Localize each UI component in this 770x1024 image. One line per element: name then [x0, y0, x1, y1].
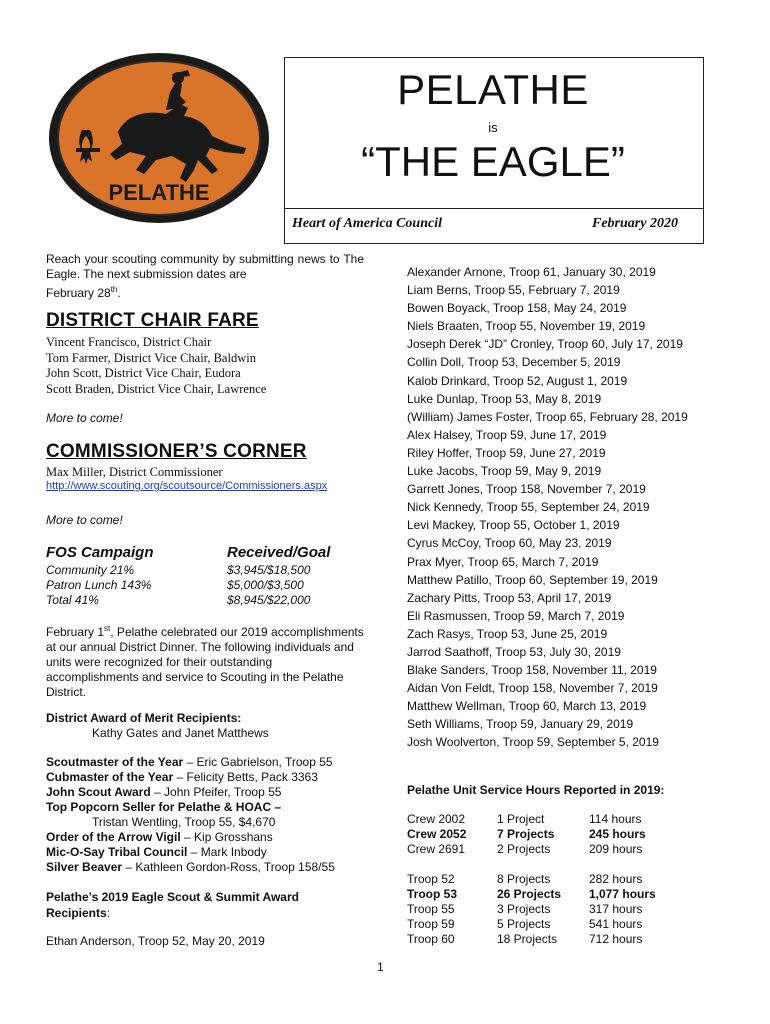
commissioner-link[interactable]: http://www.scouting.org/scoutsource/Commissioners.aspx: [46, 480, 328, 492]
newsletter-subtitle: “THE EAGLE”: [361, 138, 625, 185]
eagle-scout-entry: (William) James Foster, Troop 65, February 28, 2019: [407, 409, 688, 424]
troop-hours: [589, 872, 656, 947]
eagle-scout-entry: Alex Halsey, Troop 59, June 17, 2019: [407, 427, 607, 442]
troop-hours: 1,077 hours: [589, 887, 656, 901]
chair-member: John Scott, District Vice Chair, Eudora: [46, 366, 241, 380]
troop-hours: 282 hours: [589, 872, 643, 886]
intro-date: February 28: [46, 286, 111, 300]
eagle-scout-entry: Nick Kennedy, Troop 55, September 24, 2019: [407, 500, 650, 515]
eagle-scout-entry: Blake Sanders, Troop 158, November 11, 2019: [407, 663, 657, 678]
troop-hours: 317 hours: [589, 902, 643, 916]
crew-hours: [589, 812, 646, 857]
troop-unit: Troop 59: [407, 917, 455, 931]
fos-values: [227, 563, 310, 608]
award-recipient: – Eric Gabrielson, Troop 55: [183, 755, 333, 769]
page-number: 1: [377, 960, 384, 974]
award-entry: [46, 815, 376, 830]
troop-unit: Troop 60: [407, 932, 455, 946]
award-entry: [46, 860, 376, 875]
troop-unit: Troop 52: [407, 872, 455, 886]
fos-label: Total 41%: [46, 593, 99, 607]
troop-projects: 26 Projects: [497, 887, 562, 901]
council-name: Heart of America Council: [292, 216, 442, 231]
eagle-scout-entry: Jarrod Saathoff, Troop 53, July 30, 2019: [407, 644, 621, 659]
horse-rider-emblem: [48, 52, 270, 224]
commissioner-name: Max Miller, District Commissioner: [46, 465, 223, 479]
troop-units: [407, 872, 457, 947]
crew-hours: 209 hours: [589, 842, 643, 856]
troop-projects: 5 Projects: [497, 917, 551, 931]
eagle-scout-list: [407, 263, 688, 752]
award-entry: [46, 845, 376, 860]
intro-paragraph: [46, 252, 364, 301]
troop-projects: 3 Projects: [497, 902, 551, 916]
eagle-scout-entry: Garrett Jones, Troop 158, November 7, 2019: [407, 482, 646, 497]
dinner-text: , Pelathe celebrated our 2019 accomplishments at our annual District Dinner. The following individuals and units were recognized for their outstanding accomplishments and service to Scouting in the Pelathe District.: [46, 625, 364, 699]
eagle-scout-entry: Aidan Von Feldt, Troop 158, November 7, 2019: [407, 681, 658, 696]
chair-member: Vincent Francisco, District Chair: [46, 335, 212, 349]
crew-projects: 1 Project: [497, 812, 545, 826]
intro-date-sup: th: [110, 285, 118, 294]
eagle-scout-heading: [46, 889, 346, 921]
award-recipient: –: [271, 800, 282, 814]
eagle-scout-entry: Niels Braaten, Troop 55, November 19, 2019: [407, 319, 646, 334]
eagle-scout-entry: Zachary Pitts, Troop 53, April 17, 2019: [407, 590, 612, 605]
newsletter-title: PELATHE: [397, 66, 589, 113]
eagle-scout-entry: Levi Mackey, Troop 55, October 1, 2019: [407, 518, 620, 533]
district-chair-list: [46, 335, 266, 397]
eagle-scout-entry: Matthew Wellman, Troop 60, March 13, 2019: [407, 699, 647, 714]
crew-hours: 245 hours: [589, 827, 646, 841]
eagle-scout-entry: Bowen Boyack, Troop 158, May 24, 2019: [407, 301, 627, 316]
crew-projects: [497, 812, 554, 857]
eagle-scout-entry: Joseph Derek “JD” Cronley, Troop 60, July 17, 2019: [407, 337, 683, 352]
commissioner-heading: COMMISSIONER’S CORNER: [46, 441, 307, 462]
eagle-heading-colon: :: [106, 906, 111, 920]
crew-hours: 114 hours: [589, 812, 642, 826]
eagle-scout-entry: Eli Rasmussen, Troop 59, March 7, 2019: [407, 608, 625, 623]
issue-date: February 2020: [592, 216, 678, 231]
award-title: Order of the Arrow Vigil: [46, 830, 181, 844]
award-title: Silver Beaver: [46, 860, 123, 874]
district-chair-more: More to come!: [46, 411, 123, 425]
crew-units: [407, 812, 466, 857]
fos-value: $3,945/$18,500: [227, 563, 311, 577]
fos-label: Community 21%: [46, 563, 135, 577]
dinner-date-sup: st: [104, 624, 111, 633]
commissioner-more: More to come!: [46, 513, 123, 527]
award-title: John Scout Award: [46, 785, 151, 799]
fos-label: Patron Lunch 143%: [46, 578, 152, 592]
award-title: Top Popcorn Seller for Pelathe & HOAC: [46, 800, 272, 814]
troop-projects: 8 Projects: [497, 872, 551, 886]
crew-unit: Crew 2052: [407, 827, 467, 841]
troop-unit: Troop 55: [407, 902, 455, 916]
crew-unit: Crew 2691: [407, 842, 466, 856]
award-of-merit-names: Kathy Gates and Janet Matthews: [92, 726, 269, 740]
intro-period: .: [117, 286, 121, 300]
district-dinner-paragraph: [46, 621, 364, 700]
fos-value: $5,000/$3,500: [227, 578, 304, 592]
fos-labels: [46, 563, 151, 608]
eagle-heading-text: Pelathe’s 2019 Eagle Scout & Summit Award Recipients: [46, 890, 299, 920]
eagle-scout-entry: Riley Hoffer, Troop 59, June 27, 2019: [407, 445, 606, 460]
newsletter-is: is: [488, 120, 498, 135]
troop-projects: 18 Projects: [497, 932, 558, 946]
chair-member: Tom Farmer, District Vice Chair, Baldwin: [46, 350, 256, 365]
award-title: Scoutmaster of the Year: [46, 755, 184, 769]
crew-projects: 7 Projects: [497, 827, 555, 841]
crew-projects: 2 Projects: [497, 842, 551, 856]
award-entry: [46, 755, 376, 770]
fos-heading: FOS Campaign: [46, 544, 154, 561]
award-entry: [46, 785, 376, 800]
eagle-scout-entry: Ethan Anderson, Troop 52, May 20, 2019: [46, 934, 265, 948]
intro-line1: Reach your scouting community by submitting news to The Eagle. The next submission dates are: [46, 252, 364, 281]
eagle-scout-entry: Luke Jacobs, Troop 59, May 9, 2019: [407, 464, 602, 479]
award-entry: [46, 800, 376, 815]
pelathe-logo: [48, 52, 270, 224]
award-recipient: – Mark Inbody: [187, 845, 267, 859]
eagle-scout-entry: Josh Woolverton, Troop 59, September 5, 2019: [407, 735, 659, 750]
eagle-scout-entry: Collin Doll, Troop 53, December 5, 2019: [407, 355, 621, 370]
award-title: Mic-O-Say Tribal Council: [46, 845, 188, 859]
award-title: Cubmaster of the Year: [46, 770, 174, 784]
eagle-scout-entry: Cyrus McCoy, Troop 60, May 23, 2019: [407, 536, 612, 551]
logo-text: PELATHE: [108, 180, 210, 205]
district-chair-heading: DISTRICT CHAIR FARE: [46, 310, 259, 331]
eagle-scout-entry: Liam Berns, Troop 55, February 7, 2019: [407, 283, 620, 298]
troop-hours: 712 hours: [589, 932, 643, 946]
award-of-merit-heading: District Award of Merit Recipients:: [46, 711, 242, 725]
award-recipient: – Kip Grosshans: [180, 830, 273, 844]
fos-received-goal-heading: Received/Goal: [227, 544, 331, 561]
eagle-scout-entry: Kalob Drinkard, Troop 52, August 1, 2019: [407, 373, 628, 388]
eagle-scout-entry: Zach Rasys, Troop 53, June 25, 2019: [407, 626, 608, 641]
eagle-scout-entry: Prax Myer, Troop 65, March 7, 2019: [407, 554, 599, 569]
troop-unit: Troop 53: [407, 887, 458, 901]
eagle-scout-entry: Alexander Arnone, Troop 61, January 30, 2019: [407, 265, 656, 279]
crew-unit: Crew 2002: [407, 812, 466, 826]
award-recipient: – Felicity Betts, Pack 3363: [173, 770, 318, 784]
award-entry: [46, 770, 376, 785]
awards-list: [46, 755, 376, 875]
chair-member: Scott Braden, District Vice Chair, Lawrence: [46, 381, 267, 396]
dinner-date: February 1: [46, 625, 105, 639]
eagle-scout-entry: Luke Dunlap, Troop 53, May 8, 2019: [407, 391, 602, 406]
award-recipient: – Kathleen Gordon-Ross, Troop 158/55: [122, 860, 335, 874]
service-hours-heading: Pelathe Unit Service Hours Reported in 2019:: [407, 783, 665, 797]
eagle-scout-entry: Matthew Patillo, Troop 60, September 19, 2019: [407, 572, 658, 587]
eagle-scout-entry: Seth Williams, Troop 59, January 29, 2019: [407, 717, 634, 732]
award-recipient: – John Pfeifer, Troop 55: [150, 785, 282, 799]
troop-hours: 541 hours: [589, 917, 643, 931]
troop-projects: [497, 872, 561, 947]
award-entry: [46, 830, 376, 845]
fos-value: $8,945/$22,000: [227, 593, 311, 607]
award-recipient: Tristan Wentling, Troop 55, $4,670: [92, 815, 276, 829]
